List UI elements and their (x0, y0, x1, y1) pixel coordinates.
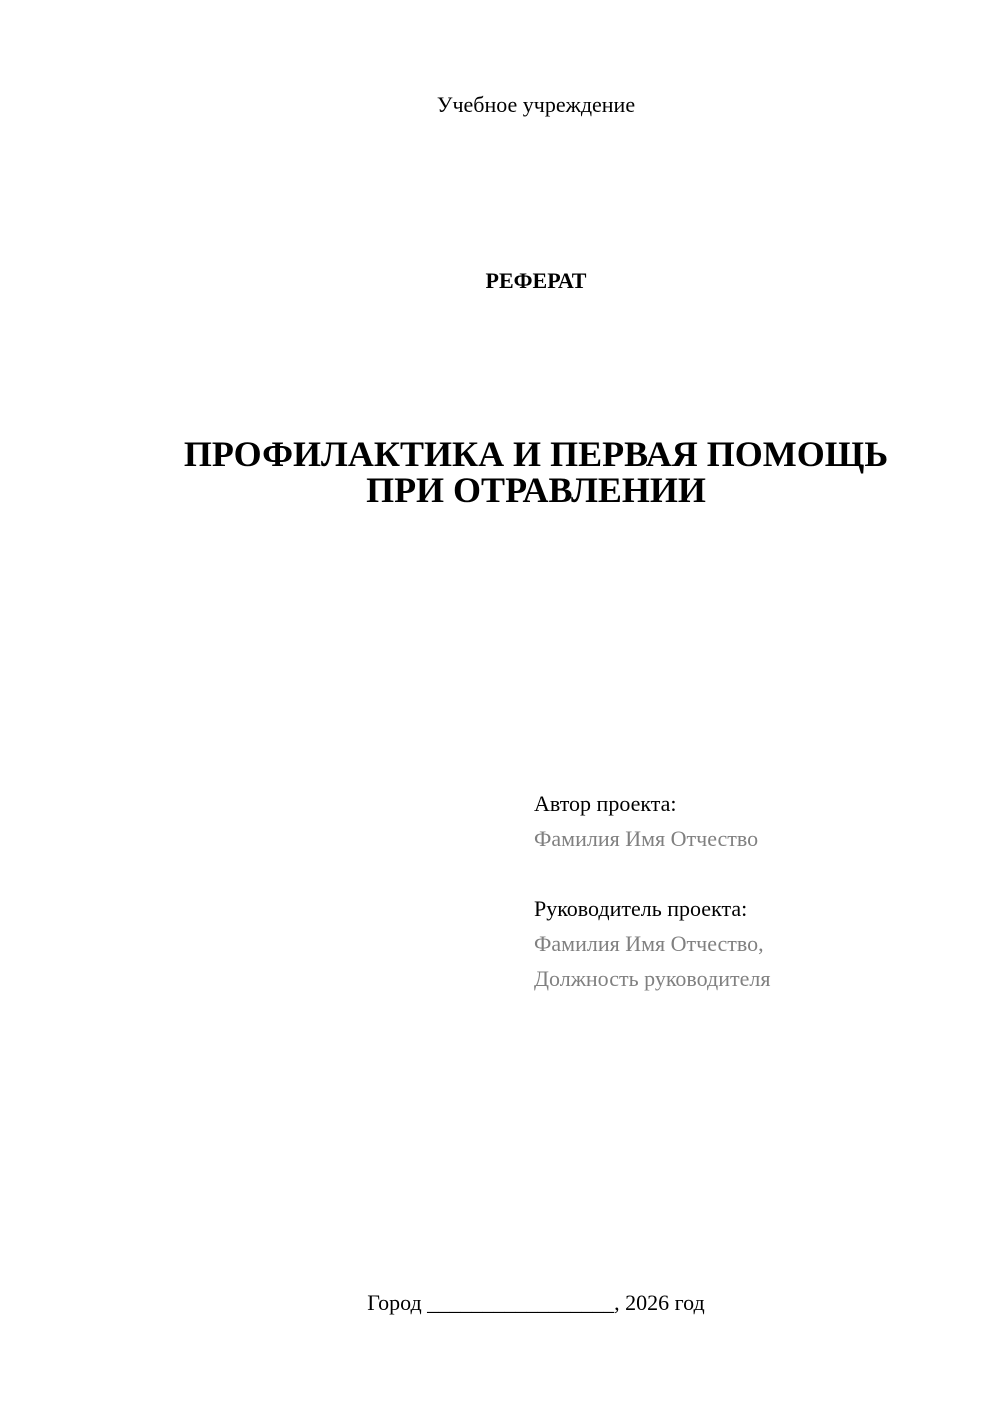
author-label: Автор проекта: (534, 791, 677, 816)
supervisor-label: Руководитель проекта: (534, 896, 748, 921)
supervisor-name: Фамилия Имя Отчество, (534, 931, 764, 956)
title-line-1: ПРОФИЛАКТИКА И ПЕРВАЯ ПОМОЩЬ (183, 434, 889, 474)
title-line-2: ПРИ ОТРАВЛЕНИИ (366, 470, 706, 510)
author-name: Фамилия Имя Отчество (534, 826, 759, 851)
city-year-line: Город _________________, 2026 год (367, 1290, 705, 1315)
author-block (534, 786, 758, 856)
institution-name: Учебное учреждение (436, 92, 636, 117)
supervisor-block (534, 891, 770, 996)
document-title (136, 436, 936, 508)
supervisor-position: Должность руководителя (534, 966, 771, 991)
document-type: РЕФЕРАТ (485, 268, 587, 293)
